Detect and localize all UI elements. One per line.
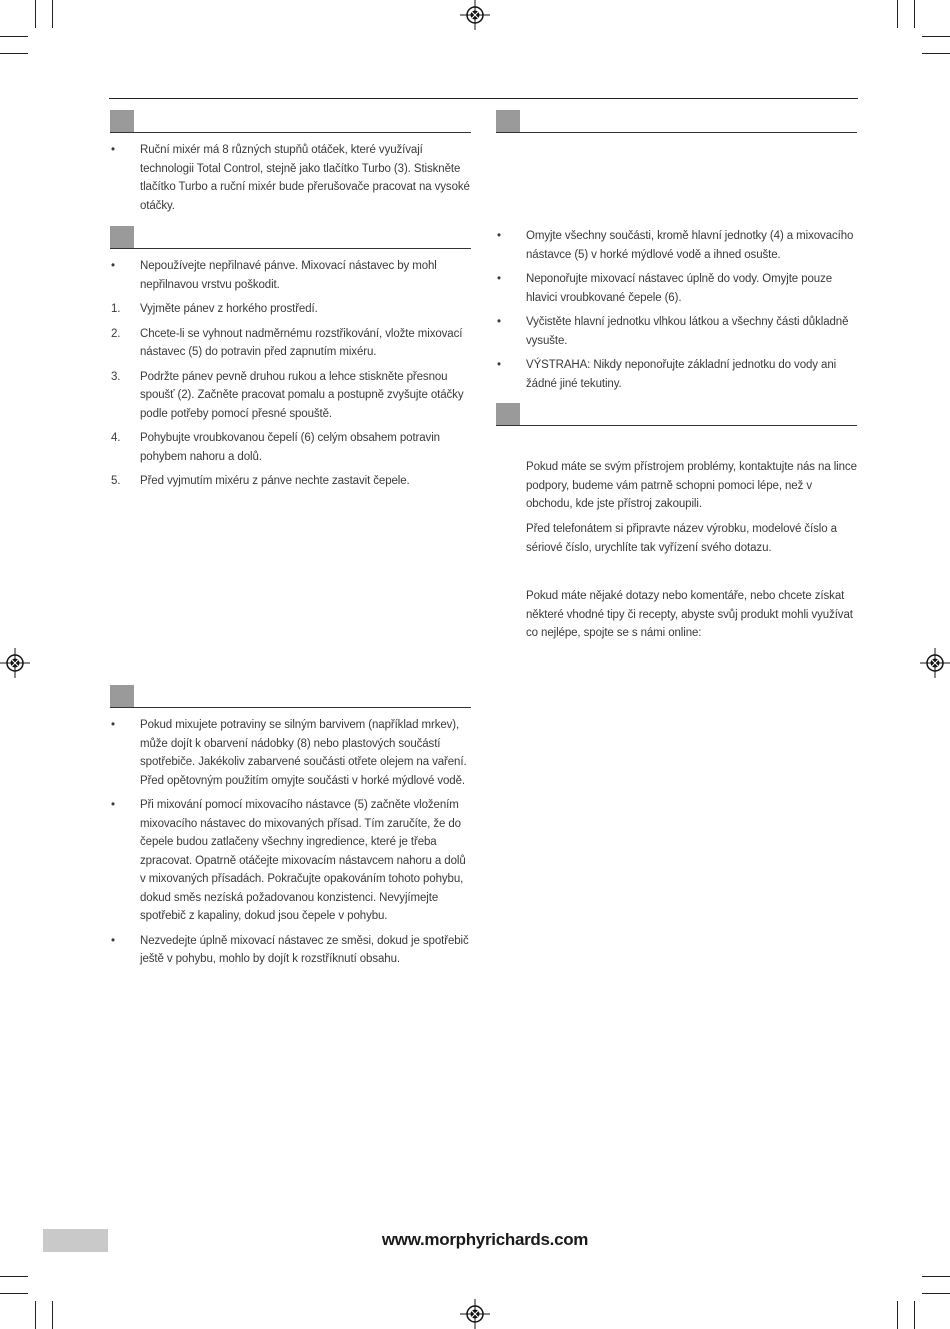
support-paragraph: Pokud máte se svým přístrojem problémy, kontaktujte nás na lince podpory, budeme vám patrně schopni pomoci lépe, než v obchodu, kde jste přístroj zakoupili. bbox=[526, 461, 857, 510]
section-marker bbox=[496, 403, 520, 425]
registration-mark-icon bbox=[0, 648, 30, 678]
left-section-1 bbox=[110, 110, 471, 133]
section-header bbox=[496, 110, 857, 133]
crop-mark bbox=[35, 0, 36, 28]
crop-mark bbox=[922, 1293, 950, 1294]
section-header bbox=[110, 685, 471, 708]
support-paragraph: Pokud máte nějaké dotazy nebo komentáře, nebo chcete získat některé vhodné tipy či recepty, abyste svůj produkt mohli využívat co nejlépe, spojte se s námi online: bbox=[526, 590, 853, 639]
left-section-3-list bbox=[111, 716, 471, 975]
list-item: 3. Podržte pánev pevně druhou rukou a lehce stiskněte přesnou spoušť (2). Začněte pracovat pomalu a postupně zvyšujte otáčky podle potřeby pomocí přesné spouště. bbox=[111, 370, 464, 420]
list-item: • Ruční mixér má 8 různých stupňů otáček, které využívají technologii Total Control, stejně jako tlačítko Turbo (3). Stiskněte tlačítko Turbo a ruční mixér bude přerušovače pracovat na vysoké otáčky. bbox=[111, 144, 470, 212]
list-item: • Neponořujte mixovací nástavec úplně do vody. Omyjte pouze hlavici vroubkované čepele (6). bbox=[497, 273, 833, 304]
right-section-1 bbox=[496, 110, 857, 133]
list-item: • Nepoužívejte nepřilnavé pánve. Mixovací nástavec by mohl nepřilnavou vrstvu poškodit. bbox=[111, 260, 437, 291]
section-marker bbox=[110, 685, 134, 707]
registration-mark-icon bbox=[460, 1299, 490, 1329]
website-url: www.morphyrichards.com bbox=[381, 1230, 589, 1249]
list-item: • Při mixování pomocí mixovacího nástavce (5) začněte vložením mixovacího nástavec do mixovaných přísad. Tím zaručíte, že do čepele budou zatlačeny všechny ingredience, které je třeba zpracovat. Opatrně otáčejte mixovacím nástavcem nahoru a dolů v mixovaných přísadách. Pokračujte opakováním tohoto pohybu, dokud směs nezíská požadovanou konzistenci. Nevyjímejte spotřebič z kapaliny, dokud jsou čepele v pohybu. bbox=[111, 799, 466, 922]
right-section-2 bbox=[496, 403, 857, 426]
registration-mark-icon bbox=[460, 0, 490, 30]
registration-mark-icon bbox=[920, 648, 950, 678]
list-item: 1. Vyjměte pánev z horkého prostředí. bbox=[111, 303, 318, 315]
section-marker bbox=[496, 110, 520, 132]
list-item: • Nezvedejte úplně mixovací nástavec ze směsi, dokud je spotřebič ještě v pohybu, mohlo by dojít k rozstříknutí obsahu. bbox=[111, 934, 469, 965]
list-item: 5. Před vyjmutím mixéru z pánve nechte zastavit čepele. bbox=[111, 475, 410, 487]
section-header bbox=[496, 403, 857, 426]
section-header bbox=[110, 226, 471, 249]
left-section-2 bbox=[110, 226, 471, 249]
crop-mark bbox=[35, 1301, 36, 1329]
page-number-box bbox=[43, 1229, 108, 1252]
crop-mark bbox=[922, 36, 950, 37]
list-item: • Vyčistěte hlavní jednotku vlhkou látkou a všechny části důkladně vysušte. bbox=[497, 316, 849, 347]
left-section-3 bbox=[110, 685, 471, 708]
crop-mark bbox=[897, 1301, 898, 1329]
crop-mark bbox=[0, 1276, 28, 1277]
crop-mark bbox=[914, 0, 915, 28]
top-rule bbox=[109, 98, 858, 99]
support-paragraph: Před telefonátem si připravte název výrobku, modelové číslo a sériové číslo, urychlíte tak vyřízení svého dotazu. bbox=[526, 523, 837, 554]
crop-mark bbox=[897, 0, 898, 28]
list-item: • Omyjte všechny součásti, kromě hlavní jednotky (4) a mixovacího nástavce (5) v horké mýdlové vodě a ihned osušte. bbox=[497, 230, 854, 261]
list-item: • Pokud mixujete potraviny se silným barvivem (například mrkev), může dojít k obarvení nádobky (8) nebo plastových součástí spotřebiče. Jakékoliv zabarvené součásti otřete olejem na vaření. Před opětovným použitím omyjte součásti v horké mýdlové vodě. bbox=[111, 719, 467, 787]
crop-mark bbox=[52, 0, 53, 28]
crop-mark bbox=[0, 36, 28, 37]
list-item: 2. Chcete-li se vyhnout nadměrnému rozstřikování, vložte mixovací nástavec (5) do potravin před zapnutím mixéru. bbox=[111, 327, 463, 358]
section-header bbox=[110, 110, 471, 133]
left-section-2-list bbox=[111, 257, 471, 497]
section-marker bbox=[110, 110, 134, 132]
crop-mark bbox=[0, 53, 28, 54]
section-marker bbox=[110, 226, 134, 248]
list-item: 4. Pohybujte vroubkovanou čepelí (6) celým obsahem potravin pohybem nahoru a dolů. bbox=[111, 432, 440, 463]
crop-mark bbox=[922, 53, 950, 54]
left-section-1-list bbox=[111, 141, 471, 221]
list-item: • VÝSTRAHA: Nikdy neponořujte základní jednotku do vody ani žádné jiné tekutiny. bbox=[497, 359, 837, 390]
crop-mark bbox=[0, 1293, 28, 1294]
right-section-1-list bbox=[497, 227, 857, 399]
crop-mark bbox=[922, 1276, 950, 1277]
crop-mark bbox=[914, 1301, 915, 1329]
crop-mark bbox=[52, 1301, 53, 1329]
